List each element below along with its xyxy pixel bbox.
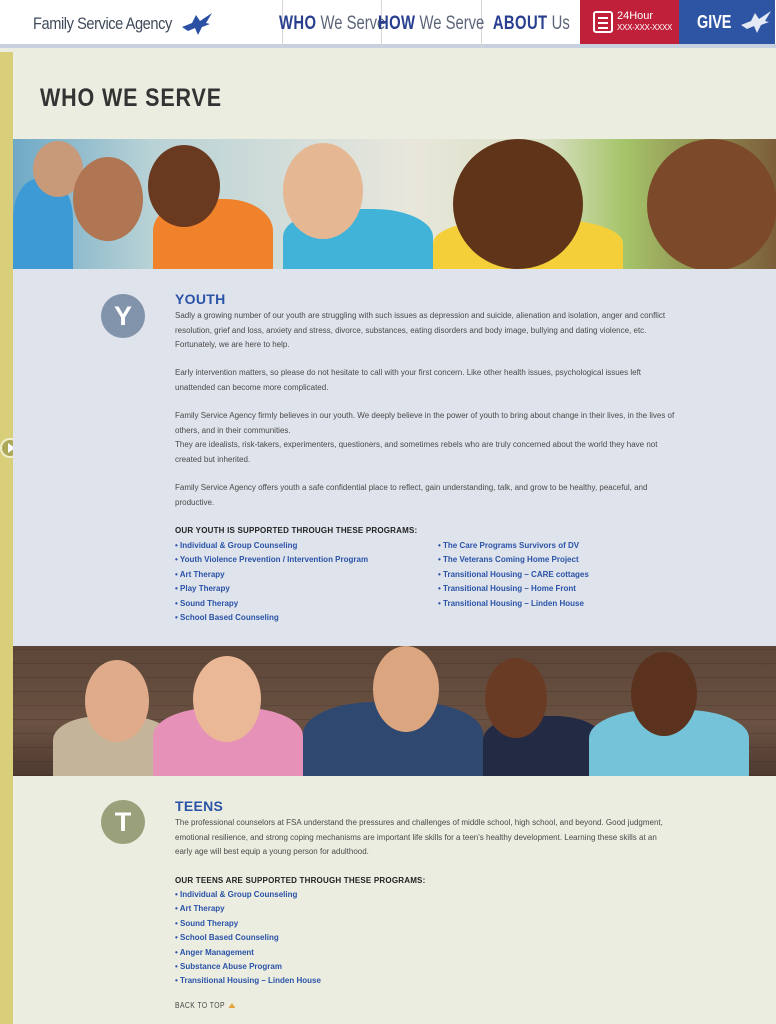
youth-photo [13,139,776,269]
youth-badge: Y [101,294,145,338]
nav-about-bold: ABOUT [492,13,548,34]
nav-how-bold: HOW [378,13,416,34]
youth-paragraph-1: Sadly a growing number of our youth are struggling with such issues as depression and suicide, alienation and isolation, anger and conflict resolution, grief and loss, anxiety and stress, divorce, substances, eating disorders and body image, bullying and dating violence, etc. Fortunately, we are here to help. [175,311,666,349]
teens-paragraph: The professional counselors at FSA understand the pressures and challenges of middle school, high school, and beyond. Good judgment, emotional resilience, and strong coping mechanisms are important life skills for a teen's healthy development. Learning these skills at an early age will best equip a young person for adulthood. [175,818,663,856]
dove-icon [738,9,774,35]
nav-how-we-serve[interactable] [378,0,485,48]
teens-programs-heading: OUR TEENS ARE SUPPORTED THROUGH THESE PROGRAMS: [175,876,426,885]
dove-icon [180,11,214,37]
youth-program-link[interactable]: • Transitional Housing – CARE cottages [438,568,589,582]
arrow-up-icon [228,1003,235,1008]
youth-program-link[interactable]: • School Based Counseling [175,611,368,625]
back-to-top-link[interactable] [175,1001,235,1010]
youth-program-link[interactable]: • The Veterans Coming Home Project [438,553,589,567]
youth-section [13,269,776,646]
nav-who-we-serve[interactable] [278,0,386,48]
teens-section [13,776,776,1024]
nav-about-us[interactable] [481,0,580,48]
back-to-top-label: BACK TO TOP [175,1001,225,1010]
give-label: GIVE [697,11,732,32]
page-title: WHO WE SERVE [40,84,222,112]
youth-program-link[interactable]: • Individual & Group Counseling [175,539,368,553]
nav-how-thin: We Serve [419,13,485,34]
youth-paragraph-4: They are idealists, risk-takers, experimenters, questioners, and sometimes rebels who are truly concerned about the world they have not created but inherited. [175,440,658,464]
youth-program-link[interactable]: • Art Therapy [175,568,368,582]
calendar-phone-icon [593,11,613,33]
hotline-number: XXX-XXX-XXXX [617,23,673,32]
logo-text: Family Service Agency [33,14,172,33]
youth-paragraph-2: Early intervention matters, so please do not hesitate to call with your first concern. Like other health issues, psychological issues left unattended can become more complicated. [175,368,642,392]
teens-program-link[interactable]: • School Based Counseling [175,931,321,945]
youth-paragraph-3: Family Service Agency firmly believes in our youth. We deeply believe in the power of youth to bring about change in their lives, in the lives of others, and in their communities. [175,411,675,435]
nav-who-thin: We Serve [320,13,386,34]
give-button[interactable] [679,0,775,44]
teens-program-link[interactable]: • Individual & Group Counseling [175,888,321,902]
youth-title: YOUTH [175,291,226,307]
youth-programs-heading: OUR YOUTH IS SUPPORTED THROUGH THESE PROGRAMS: [175,526,418,535]
teens-program-link[interactable]: • Sound Therapy [175,917,321,931]
logo-link[interactable] [0,0,282,48]
hotline-label: 24Hour [617,10,654,22]
teens-program-link[interactable]: • Art Therapy [175,902,321,916]
nav-about-thin: Us [551,13,570,34]
left-accent-bar [0,52,13,1024]
youth-program-link[interactable]: • Play Therapy [175,582,368,596]
hotline-button[interactable] [580,0,679,44]
teens-programs [175,888,321,989]
teens-program-link[interactable]: • Substance Abuse Program [175,960,321,974]
youth-program-link[interactable]: • Sound Therapy [175,597,368,611]
teens-program-link[interactable]: • Transitional Housing – Linden House [175,974,321,988]
teens-program-link[interactable]: • Anger Management [175,946,321,960]
teens-badge: T [101,800,145,844]
site-header [0,0,776,48]
teens-title: TEENS [175,798,224,814]
youth-program-link[interactable]: • Transitional Housing – Linden House [438,597,589,611]
nav-who-bold: WHO [278,13,317,34]
youth-programs-right [438,539,589,611]
teens-photo [13,646,776,776]
youth-paragraph-5: Family Service Agency offers youth a safe confidential place to reflect, gain understanding, talk, and grow to be healthy, peaceful, and productive. [175,483,648,507]
youth-program-link[interactable]: • The Care Programs Survivors of DV [438,539,589,553]
youth-programs-left [175,539,368,625]
youth-program-link[interactable]: • Youth Violence Prevention / Intervention Program [175,553,368,567]
youth-program-link[interactable]: • Transitional Housing – Home Front [438,582,589,596]
